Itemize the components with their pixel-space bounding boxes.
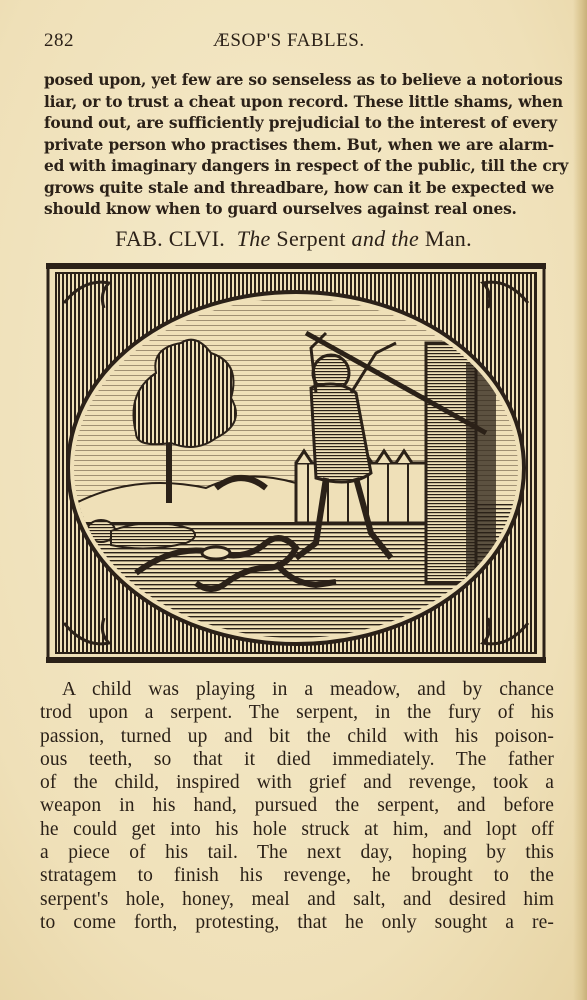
text-line: of the child, inspired with grief and revenge, took a: [40, 772, 554, 794]
text-line: grows quite stale and threadbare, how can it be expected we: [44, 178, 555, 197]
page-number: 282: [44, 30, 74, 51]
text-line: trod upon a serpent. The serpent, in the fury of his: [40, 702, 554, 724]
text-line: passion, turned up and bit the child with his poison-: [40, 725, 554, 747]
fable-title-man: Man.: [424, 226, 472, 251]
text-line: ed with imaginary dangers in respect of the public, till the cry: [44, 157, 569, 175]
text-line: a piece of his tail. The next day, hoping by this: [40, 842, 554, 864]
fable-title-serpent: Serpent: [276, 226, 346, 251]
text-line: stratagem to finish his revenge, he brought to the: [40, 865, 554, 887]
running-head: [44, 30, 544, 54]
fable-title-the: The: [236, 226, 271, 251]
fable-paragraph: [40, 678, 554, 934]
text-line: A child was playing in a meadow, and by chance: [62, 679, 554, 700]
fable-heading: [0, 226, 587, 252]
text-line: found out, are sufficiently prejudicial to the interest of every: [44, 114, 557, 132]
text-line: private person who practises them. But, when we are alarm-: [44, 135, 554, 154]
fable-title-and-the: and the: [351, 226, 420, 251]
book-title: ÆSOP'S FABLES.: [213, 30, 365, 51]
fable-number: FAB. CLVI.: [115, 226, 226, 251]
text-line: weapon in his hand, pursued the serpent, and before: [40, 795, 554, 817]
preceding-paragraph: [44, 70, 569, 221]
woodcut-illustration: [46, 263, 546, 663]
text-line: to come forth, protesting, that he only sought a re-: [40, 911, 554, 933]
text-line: should know when to guard ourselves against real ones.: [44, 200, 517, 218]
text-line: posed upon, yet few are so senseless as to believe a notorious: [44, 71, 563, 89]
text-line: ous teeth, so that it died immediately. The father: [40, 748, 554, 770]
text-line: he could get into his hole struck at him, and lopt off: [40, 818, 554, 840]
page-edge: [573, 0, 587, 1000]
text-line: serpent's hole, honey, meal and salt, and desired him: [40, 888, 554, 910]
text-line: liar, or to trust a cheat upon record. These little shams, when: [44, 92, 563, 111]
